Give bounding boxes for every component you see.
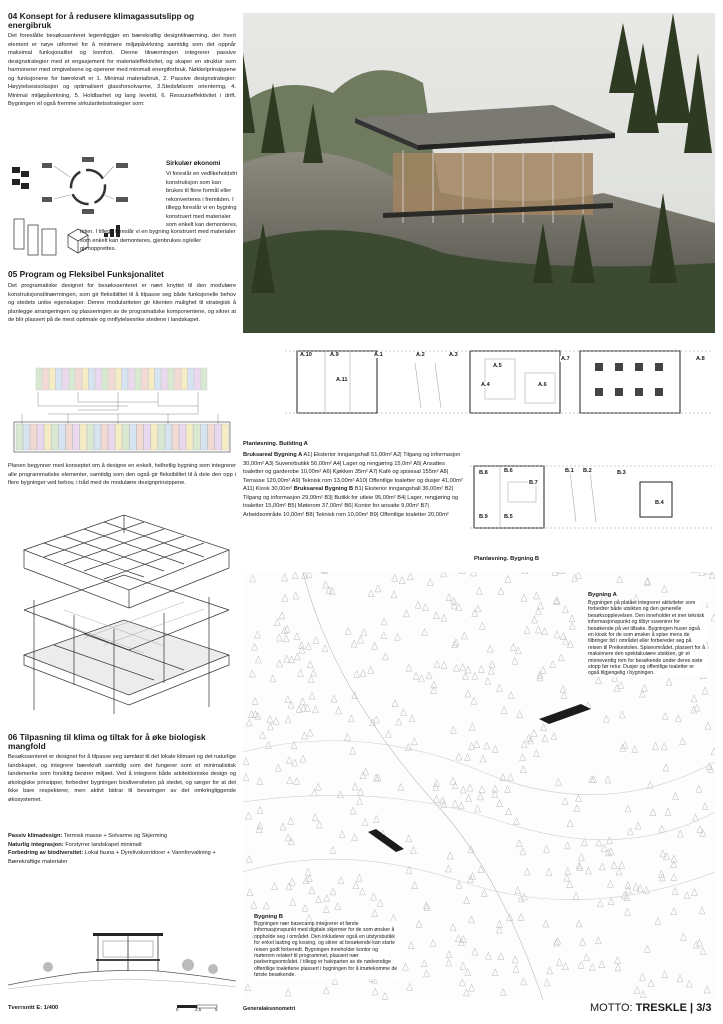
program-module-block <box>188 368 194 390</box>
program-module-slot <box>165 424 172 450</box>
program-module-slot <box>172 424 179 450</box>
cross-section-drawing <box>8 915 236 1005</box>
plan-b-label-b5: B.5 <box>504 514 513 520</box>
section-06-title: 06 Tilpasning til klima og tiltak for å øke biologisk mangfold <box>8 732 206 752</box>
plan-a-label-a5: A.5 <box>493 363 502 369</box>
plan-a-label-a1: A.1 <box>374 352 383 358</box>
section-04-body: Det foreslåtte besøkssenteret legemliggjør en bærekraftig designtilnærming, der hvert element er nøye utformet for å minimere miljøpåvirkning samtidig som det oppnår maksimal funksjonalitet og komfort. Denne tilnærmingen integrerer passive designstrategier med et engasjement for materialeffektivitet, og skaper en struktur som harmonerer med omgivelsene og opererer med minimalt energiforbruk. Nøkkelprinsippene og funksjonene for bærekraft er 1. Minimal materialbruk, 2. Passive designstrategier: Høyytelsesisolasjon og optimalisert glassforsolvarme, 3.Stedsfølsom orientering, 4. Minimal miljøpåvirkning, 5. Holdbarhet og lang levetid, 6. Ressurseffektivitet i drift. Bygningen vil også fremme sirkularitetsstrategier som: <box>8 33 236 107</box>
areas-a-text: A1| Eksterior inngangshall 51,00m² A2| Tilgang og informasjon 30,00m² A3| Suvenirbutikk 56,00m² A4| Lager og rengjøring 15,0m² A5| Ansattes toaletter og garderobe 10,00m² A6| Kjøkken 35m² A7| Kafé og spisesal 155m² A8| Terrasse 120,00m² A9| Teknisk rom 13,00m² A10| Offentlige toaletter og dusjer 41,00m² A11| Kiosk 30,00m² <box>243 452 463 492</box>
program-module-slot <box>23 424 30 450</box>
program-module-block <box>135 368 141 390</box>
scale-25: 2,5 <box>195 1007 202 1012</box>
program-module-slot <box>44 424 51 450</box>
plan-areas-text <box>243 451 465 519</box>
exterior-render <box>243 13 715 333</box>
list-key-3: Forbedring av biodiversitet: <box>8 850 84 856</box>
program-module-slot <box>94 424 101 450</box>
program-module-block <box>95 368 101 390</box>
floor-plan-building-b <box>470 462 715 552</box>
section-04-title: 04 Konsept for å redusere klimagassutslipp og energibruk <box>8 11 195 31</box>
program-module-block <box>115 368 121 390</box>
motto-label: MOTTO: <box>590 1002 633 1014</box>
list-val-1: Termisk masse + Solvarme og Skjerming <box>62 833 168 839</box>
program-module-slot <box>201 424 208 450</box>
site-caption: Generalaksonometri <box>243 1006 296 1012</box>
program-module-block <box>43 368 49 390</box>
section-05-title: 05 Program og Fleksibel Funksjonalitet <box>8 269 164 279</box>
floor-plan-building-a <box>285 343 713 423</box>
program-module-block <box>148 368 154 390</box>
circular-economy-title: Sirkulær økonomi <box>166 160 221 167</box>
program-module-diagram <box>8 364 236 459</box>
motto-footer <box>590 1002 711 1014</box>
plan-a-label-a4: A.4 <box>481 382 490 388</box>
program-module-slot <box>222 424 229 450</box>
plan-a-label-a2: A.2 <box>416 352 425 358</box>
program-module-slot <box>194 424 201 450</box>
program-module-slot <box>151 424 158 450</box>
plan-b-label-b4: B.4 <box>655 500 664 506</box>
building-a-text: Bygningen på platået integrerer aktiviteter som forbedrer både utsikten og den generelle besøksopplevelsen. Den inneholder et mer teknisk informasjonspunkt og tilbyr suvenirer for besøkende på vei tilbake. Bygningen huser også en kiosk for de som ønsker å spise mens de tilbringer tid i området eller forbereder seg på reisen til Preikestolen. Spiseområdet, plassert for å maksimere den spektakulære utsikten, gir et minneverdig rom for besøkende under deres siste stopp før retur. Dusjer og offentlige toaletter er også tilgjengelig i bygningen. <box>588 600 706 677</box>
program-module-slot <box>37 424 44 450</box>
plan-b-label-b9: B.9 <box>479 514 488 520</box>
cross-section-caption: Tverrsnitt E: 1/400 <box>8 1005 59 1011</box>
program-module-block <box>155 368 161 390</box>
program-module-slot <box>80 424 87 450</box>
plan-a-label-a6: A.6 <box>538 382 547 388</box>
building-b-text: Bygningen nær basecamp integrerer et første informasjonspunkt med digitale skjermer for de som ønsker å oppholde seg i området. Den inkluderer også en utstyrsbutikk for enkel lasting og lossing, og sikrer at besøkende kan starte reisen godt forberedt. Bygningen inneholder kontor og møterom relatert til programmet, plassert nær parkeringsområdet. I tillegg er halvparten av de nødvendige offentlige toalettene plassert i bygningen for å imøtekomme de første besøkende. <box>254 921 400 979</box>
scale-5: 5 <box>215 1007 218 1012</box>
program-module-block <box>76 368 82 390</box>
plan-b-label-b1: B.1 <box>565 468 574 474</box>
program-module-slot <box>215 424 222 450</box>
program-module-slot <box>123 424 130 450</box>
program-module-block <box>201 368 207 390</box>
list-val-3: Lokal fauna + Dyrelivskorridorer + Vannforvaltning + Bærekraftige materialer <box>8 850 216 865</box>
plan-b-label-b8: B.8 <box>479 470 488 476</box>
circular-economy-body: Vi foreslår en vedlikeholdsfri konstruksjon som kan brukes til flere formål eller rekonverteres i fremtiden. I tillegg foreslår vi en bygning konstruert med materialer som enkelt kan demonteres, <box>166 171 238 228</box>
program-module-slot <box>144 424 151 450</box>
program-module-block <box>128 368 134 390</box>
program-module-slot <box>179 424 186 450</box>
program-module-block <box>142 368 148 390</box>
motto-value: TRESKLE <box>635 1002 687 1014</box>
program-module-slot <box>30 424 37 450</box>
program-module-block <box>82 368 88 390</box>
program-module-block <box>109 368 115 390</box>
program-module-slot <box>115 424 122 450</box>
program-module-block <box>194 368 200 390</box>
program-module-block <box>168 368 174 390</box>
program-module-slot <box>52 424 59 450</box>
program-module-block <box>102 368 108 390</box>
program-module-block <box>69 368 75 390</box>
list-key-2: Naturlig integrasjon: <box>8 841 64 848</box>
building-a-title: Bygning A <box>588 592 617 598</box>
program-module-slot <box>16 424 23 450</box>
areas-b-text: B1| Eksterior inngangshall 36,00m² B2| Tilgang og informasjon 29,00m² B3| Butikk for utleie 95,00m² B4| Lager, rengjøring og toaletter 15,00m² B5| Møterom 37,00m² B6| Kontor for ansatte 9,00m² B7| Arbeidsområde 10,00m² B8| Teknisk rom 10,00m² B9| Offentlige toaletter 20,00m² <box>243 486 459 518</box>
plan-a-label-a11: A.11 <box>336 377 348 383</box>
program-module-slot <box>87 424 94 450</box>
program-module-block <box>122 368 128 390</box>
program-module-block <box>62 368 68 390</box>
program-module-slot <box>73 424 80 450</box>
plan-b-label-b3: B.3 <box>617 470 626 476</box>
exploded-axonometric <box>14 505 236 717</box>
program-module-block <box>181 368 187 390</box>
program-module-slot <box>158 424 165 450</box>
list-val-2: Forstyrrer landskapet minimalt <box>63 841 142 848</box>
program-module-slot <box>186 424 193 450</box>
program-module-slot <box>59 424 66 450</box>
program-module-block <box>89 368 95 390</box>
program-module-slot <box>208 424 215 450</box>
program-module-slot <box>66 424 73 450</box>
page-number: 3/3 <box>696 1002 712 1014</box>
program-module-block <box>49 368 55 390</box>
section-06-list <box>8 832 236 866</box>
plan-a-label-a9: A.9 <box>330 352 339 358</box>
section-05-body: Det programatiske designet for besøkssenteret er nært knyttet til den modulære konstruksjonstilnærmingen, som gir fleksibilitet til å tilpasse seg både funksjonelle behov og stedets unike egenskaper. Denne modulariteten gir klienten mulighet til strategisk å planlegge arrangeringen og plasseringen av de programatiske komponentene, og sikrer at de blir plassert på de mest optimale og innflytelsesrike stedene i landskapet. <box>8 283 236 323</box>
plan-a-label-a8: A.8 <box>696 356 705 362</box>
plan-b-label-b7: B.7 <box>529 480 538 486</box>
plan-a-label-a3: A.3 <box>449 352 458 358</box>
program-module-block <box>36 368 42 390</box>
plan-b-label-b2: B.2 <box>583 468 592 474</box>
plan-a-label-a10: A.10 <box>300 352 312 358</box>
program-module-slot <box>101 424 108 450</box>
building-b-title: Bygning B <box>254 914 283 920</box>
program-module-block <box>56 368 62 390</box>
program-module-slot <box>130 424 137 450</box>
list-key-1: Passiv klimadesign: <box>8 833 63 839</box>
plan-b-label-b6: B.6 <box>504 468 513 474</box>
program-module-block <box>175 368 181 390</box>
section-05-body2: Planen begynner med konseptet om å designe en enkelt, helhetlig bygning som integrerer alle programmatiske elementer, samtidig som den også gir fleksibilitet til å dele den opp i flere bygninger ved behov, i tråd med de modulære designprinsippene. <box>8 463 236 486</box>
scale-0: 0 <box>176 1007 179 1012</box>
program-module-block <box>161 368 167 390</box>
scale-bar <box>176 998 236 1018</box>
areas-b-key: Bruksareal Bygning B <box>293 486 354 492</box>
program-module-slot <box>137 424 144 450</box>
plan-a-label-a7: A.7 <box>561 356 570 362</box>
section-06-body: Besøkssenteret er designet for å tilpasse seg sømløst til det lokale klimaet og det naturlige landskapet, og integrere bærekraft samtidig som det fungerer som et minimalistisk landemerke som forsiktig berører miljøet. Ved å integrere både arkitektoniske design og økologiske prinsipper, forbedrer bygningen biodiversiteten på stedet, og sørger for at det ikke bare respekterer, men aktivt bidrar til bevaringen av det omkringliggende økosystemet. <box>8 754 236 803</box>
areas-a-key: Bruksareal Bygning A <box>243 452 303 458</box>
motto-divider: | <box>690 1002 694 1014</box>
plan-b-caption: Planløsning. Bygning B <box>474 556 540 562</box>
program-module-slot <box>108 424 115 450</box>
circular-economy-body-cont: tiden. I tillegg foreslår vi en bygning konstruert med materialer som enkelt kan demonteres, gjenbrukes og/eller gjenopprettes. <box>80 229 236 252</box>
plan-a-caption: Planløsning. Building A <box>243 441 308 447</box>
